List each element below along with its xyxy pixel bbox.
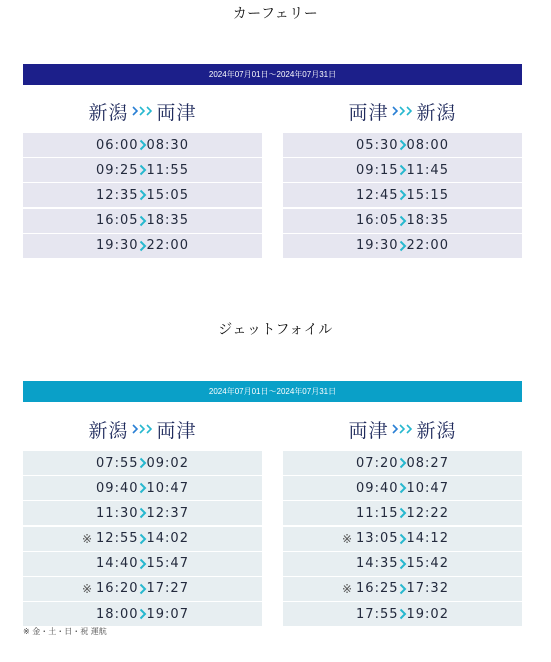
schedule-row (23, 476, 262, 500)
schedule-row (283, 527, 522, 551)
route-from: 新潟 (88, 101, 129, 124)
departure-time: 09:40 (356, 480, 399, 496)
jetfoil-route-header-outbound (23, 407, 262, 451)
arrival-time: 12:22 (406, 505, 449, 521)
departure-time: 13:05 (356, 531, 399, 547)
arrival-time: 11:55 (146, 162, 189, 178)
chevron-right-icon (139, 139, 147, 151)
route-to: 新潟 (416, 419, 457, 442)
schedule-row (23, 158, 262, 182)
triple-chevron-icon (132, 423, 154, 435)
route-to: 両津 (156, 101, 197, 124)
departure-time: 14:40 (96, 556, 139, 572)
chevron-right-icon (399, 558, 407, 570)
departure-time: 17:55 (356, 606, 399, 622)
departure-time: 16:25 (356, 581, 399, 597)
arrival-time: 22:00 (146, 238, 189, 254)
schedule-row (23, 451, 262, 475)
departure-time: 09:15 (356, 162, 399, 178)
arrival-time: 10:47 (146, 480, 189, 496)
jetfoil-inbound-list (283, 451, 522, 626)
arrival-time: 15:42 (406, 556, 449, 572)
weekend-note-mark: ※ (342, 531, 354, 546)
chevron-right-icon (399, 240, 407, 252)
schedule-row (23, 552, 262, 576)
ferry-ryotsu-to-niigata-column (283, 89, 522, 259)
jetfoil-route-header-inbound (283, 407, 522, 451)
route-from: 両津 (348, 101, 389, 124)
schedule-row (283, 577, 522, 601)
chevron-right-icon (399, 164, 407, 176)
departure-time: 16:20 (96, 581, 139, 597)
route-to: 新潟 (416, 101, 457, 124)
schedule-row (23, 577, 262, 601)
schedule-row (283, 501, 522, 525)
ferry-route-header-outbound (23, 89, 262, 133)
arrival-time: 18:35 (406, 213, 449, 229)
ferry-outbound-list (23, 133, 262, 258)
jetfoil-section-title: ジェットフォイル (218, 322, 333, 338)
operation-footnote: ※ 金・土・日・祝 運航 (23, 627, 107, 636)
schedule-row (283, 476, 522, 500)
arrival-time: 08:30 (146, 137, 189, 153)
schedule-row (283, 158, 522, 182)
departure-time: 16:05 (96, 213, 139, 229)
weekend-note-mark: ※ (82, 531, 94, 546)
weekend-note-mark: ※ (342, 581, 354, 596)
chevron-right-icon (139, 558, 147, 570)
chevron-right-icon (139, 608, 147, 620)
jetfoil-period-bar: 2024年07月01日〜2024年07月31日 (23, 381, 522, 402)
ferry-period-bar: 2024年07月01日〜2024年07月31日 (23, 64, 522, 85)
departure-time: 18:00 (96, 606, 139, 622)
arrival-time: 09:02 (146, 455, 189, 471)
arrival-time: 14:12 (406, 531, 449, 547)
schedule-row (283, 552, 522, 576)
chevron-right-icon (139, 164, 147, 176)
arrival-time: 17:32 (406, 581, 449, 597)
jetfoil-niigata-to-ryotsu-column (23, 407, 262, 627)
route-to: 両津 (156, 419, 197, 442)
arrival-time: 22:00 (406, 238, 449, 254)
jetfoil-ryotsu-to-niigata-column (283, 407, 522, 627)
departure-time: 12:35 (96, 187, 139, 203)
chevron-right-icon (139, 240, 147, 252)
departure-time: 06:00 (96, 137, 139, 153)
chevron-right-icon (139, 457, 147, 469)
schedule-row (23, 209, 262, 233)
schedule-row (283, 133, 522, 157)
schedule-row (283, 234, 522, 258)
departure-time: 12:45 (356, 187, 399, 203)
ferry-inbound-list (283, 133, 522, 258)
departure-time: 07:20 (356, 455, 399, 471)
arrival-time: 12:37 (146, 505, 189, 521)
arrival-time: 19:02 (406, 606, 449, 622)
schedule-row (283, 209, 522, 233)
schedule-row (23, 501, 262, 525)
departure-time: 16:05 (356, 213, 399, 229)
arrival-time: 11:45 (406, 162, 449, 178)
departure-time: 11:30 (96, 505, 139, 521)
arrival-time: 18:35 (146, 213, 189, 229)
schedule-row (23, 133, 262, 157)
schedule-row (283, 183, 522, 207)
chevron-right-icon (399, 583, 407, 595)
schedule-row (283, 451, 522, 475)
ferry-section-title: カーフェリー (232, 6, 319, 22)
route-from: 両津 (348, 419, 389, 442)
departure-time: 19:30 (356, 238, 399, 254)
chevron-right-icon (399, 189, 407, 201)
arrival-time: 08:27 (406, 455, 449, 471)
arrival-time: 08:00 (406, 137, 449, 153)
route-from: 新潟 (88, 419, 129, 442)
chevron-right-icon (399, 215, 407, 227)
departure-time: 12:55 (96, 531, 139, 547)
chevron-right-icon (139, 583, 147, 595)
chevron-right-icon (399, 608, 407, 620)
chevron-right-icon (399, 139, 407, 151)
arrival-time: 17:27 (146, 581, 189, 597)
departure-time: 19:30 (96, 238, 139, 254)
departure-time: 07:55 (96, 455, 139, 471)
departure-time: 09:25 (96, 162, 139, 178)
chevron-right-icon (139, 533, 147, 545)
departure-time: 05:30 (356, 137, 399, 153)
ferry-route-header-inbound (283, 89, 522, 133)
triple-chevron-icon (132, 105, 154, 117)
arrival-time: 15:05 (146, 187, 189, 203)
schedule-row (23, 234, 262, 258)
arrival-time: 15:15 (406, 187, 449, 203)
departure-time: 09:40 (96, 480, 139, 496)
schedule-row (23, 183, 262, 207)
departure-time: 11:15 (356, 505, 399, 521)
arrival-time: 15:47 (146, 556, 189, 572)
chevron-right-icon (399, 533, 407, 545)
ferry-niigata-to-ryotsu-column (23, 89, 262, 259)
weekend-note-mark: ※ (82, 581, 94, 596)
arrival-time: 10:47 (406, 480, 449, 496)
arrival-time: 14:02 (146, 531, 189, 547)
chevron-right-icon (399, 507, 407, 519)
schedule-row (23, 602, 262, 626)
jetfoil-outbound-list (23, 451, 262, 626)
chevron-right-icon (139, 189, 147, 201)
chevron-right-icon (139, 507, 147, 519)
chevron-right-icon (399, 457, 407, 469)
chevron-right-icon (139, 482, 147, 494)
arrival-time: 19:07 (146, 606, 189, 622)
schedule-row (23, 527, 262, 551)
chevron-right-icon (399, 482, 407, 494)
schedule-row (283, 602, 522, 626)
triple-chevron-icon (392, 105, 414, 117)
triple-chevron-icon (392, 423, 414, 435)
departure-time: 14:35 (356, 556, 399, 572)
chevron-right-icon (139, 215, 147, 227)
